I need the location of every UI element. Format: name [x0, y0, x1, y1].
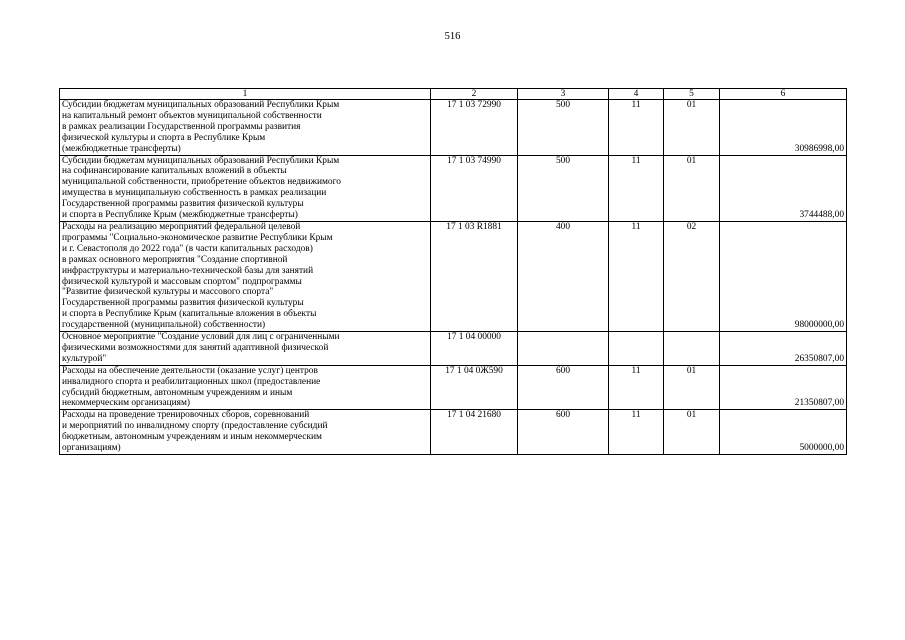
row-name: Расходы на реализацию мероприятий федеральной целевой программы "Социально-экономическое развитие Республики Крым и г. Севастополя до 2022 года" (в части капитальных расходов) в рамках основного мероприятия "Создание спортивной инфраструктуры и материально-технической базы для занятий физической культурой и массовым спортом" подпрограммы "Развитие физической культуры и массового спорта" Государственной программы развития физической культуры и спорта в Республике Крым (капитальные вложения в объекты государственной (муниципальной) собственности) — [60, 221, 431, 331]
row-target-code: 17 1 03 R1881 — [431, 221, 518, 331]
table-row — [60, 155, 847, 221]
page-number: 516 — [444, 31, 461, 42]
row-sum: 5000000,00 — [720, 410, 847, 455]
column-header-5: 5 — [664, 89, 720, 100]
table-row — [60, 332, 847, 366]
row-target-code: 17 1 04 21680 — [431, 410, 518, 455]
table-row — [60, 221, 847, 331]
column-header-4: 4 — [609, 89, 664, 100]
row-expense-type: 600 — [518, 410, 609, 455]
row-expense-type: 600 — [518, 365, 609, 410]
table-row — [60, 100, 847, 156]
row-expense-type — [518, 332, 609, 366]
row-name: Расходы на проведение тренировочных сборов, соревнований и мероприятий по инвалидному спорту (предоставление субсидий бюджетным, автономным учреждениям и иным некоммерческим организациям) — [60, 410, 431, 455]
column-header-3: 3 — [518, 89, 609, 100]
row-target-code: 17 1 03 74990 — [431, 155, 518, 221]
column-header-6: 6 — [720, 89, 847, 100]
row-subsection: 02 — [664, 221, 720, 331]
row-section — [609, 332, 664, 366]
table-row — [60, 365, 847, 410]
row-section: 11 — [609, 155, 664, 221]
row-sum: 21350807,00 — [720, 365, 847, 410]
budget-table — [59, 88, 847, 455]
column-header-1: 1 — [60, 89, 431, 100]
row-subsection — [664, 332, 720, 366]
row-expense-type: 400 — [518, 221, 609, 331]
row-subsection: 01 — [664, 100, 720, 156]
row-name: Расходы на обеспечение деятельности (оказание услуг) центров инвалидного спорта и реабилитационных школ (предоставление субсидий бюджетным, автономным учреждениям и иным некоммерческим организациям) — [60, 365, 431, 410]
row-name: Основное мероприятие "Создание условий для лиц с ограниченными физическими возможностями для занятий адаптивной физической культурой" — [60, 332, 431, 366]
row-target-code: 17 1 04 0Ж590 — [431, 365, 518, 410]
row-section: 11 — [609, 410, 664, 455]
row-section: 11 — [609, 100, 664, 156]
row-subsection: 01 — [664, 410, 720, 455]
row-name: Субсидии бюджетам муниципальных образований Республики Крым на софинансирование капитальных вложений в объекты муниципальной собственности, приобретение объектов недвижимого имущества в муниципальную собственность в рамках реализации Государственной программы развития физической культуры и спорта в Республике Крым (межбюджетные трансферты) — [60, 155, 431, 221]
row-expense-type: 500 — [518, 100, 609, 156]
row-sum: 26350807,00 — [720, 332, 847, 366]
row-name: Субсидии бюджетам муниципальных образований Республики Крым на капитальный ремонт объектов муниципальной собственности в рамках реализации Государственной программы развития физической культуры и спорта в Республике Крым (межбюджетные трансферты) — [60, 100, 431, 156]
column-header-2: 2 — [431, 89, 518, 100]
row-sum: 98000000,00 — [720, 221, 847, 331]
row-section: 11 — [609, 365, 664, 410]
row-expense-type: 500 — [518, 155, 609, 221]
row-sum: 3744488,00 — [720, 155, 847, 221]
row-target-code: 17 1 04 00000 — [431, 332, 518, 366]
row-sum: 30986998,00 — [720, 100, 847, 156]
row-subsection: 01 — [664, 365, 720, 410]
table-header-row — [60, 89, 847, 100]
row-section: 11 — [609, 221, 664, 331]
row-target-code: 17 1 03 72990 — [431, 100, 518, 156]
table-row — [60, 410, 847, 455]
row-subsection: 01 — [664, 155, 720, 221]
